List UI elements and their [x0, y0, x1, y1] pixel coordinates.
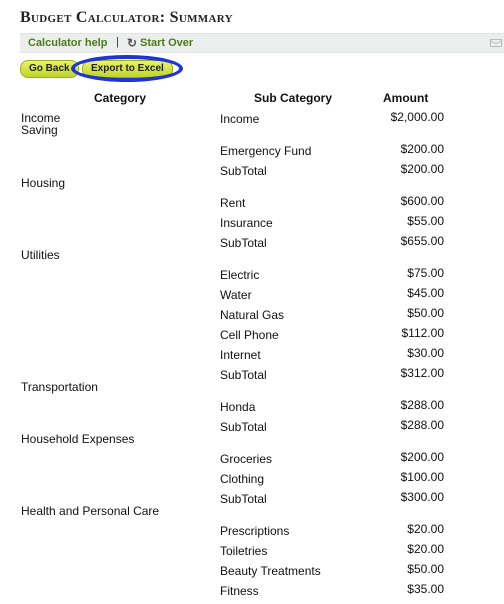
category-label: Health and Personal Care	[21, 504, 160, 518]
subcategory-cell: SubTotal	[220, 236, 267, 250]
toolbar-separator: |	[116, 36, 119, 48]
amount-column-header: Amount	[383, 91, 429, 105]
subcategory-cell: Internet	[220, 348, 261, 362]
category-label: Utilities	[21, 248, 60, 262]
subcategory-cell: SubTotal	[220, 164, 267, 178]
category-label: Transportation	[21, 380, 98, 394]
category-column-header: Category	[94, 91, 147, 105]
refresh-icon: ↻	[127, 36, 138, 50]
subcategory-cell: Insurance	[220, 216, 273, 230]
subcategory-cell: Groceries	[220, 452, 273, 466]
amount-cell: $20.00	[407, 522, 444, 536]
amount-cell: $50.00	[407, 562, 444, 576]
subcategory-column-header: Sub Category	[254, 91, 333, 105]
category-label: Income	[21, 111, 61, 125]
subcategory-cell: Honda	[220, 400, 256, 414]
page-title-separator: :	[159, 9, 170, 26]
subcategory-cell: Emergency Fund	[220, 144, 312, 158]
amount-cell: $600.00	[400, 194, 444, 208]
amount-cell: $200.00	[400, 162, 444, 176]
amount-cell: $312.00	[400, 366, 444, 380]
go-back-button[interactable]: Go Back	[20, 60, 79, 78]
amount-cell: $112.00	[401, 326, 444, 340]
email-icon[interactable]	[490, 39, 502, 47]
subcategory-cell: SubTotal	[220, 492, 267, 506]
category-label: Housing	[21, 176, 66, 190]
toolbar	[20, 33, 504, 53]
amount-cell: $35.00	[407, 582, 444, 596]
start-over-link[interactable]: Start Over	[140, 37, 194, 49]
calculator-help-link[interactable]: Calculator help	[28, 37, 108, 49]
amount-cell: $300.00	[400, 490, 444, 504]
amount-cell: $2,000.00	[390, 110, 444, 124]
page-title-sub: Summary	[169, 9, 233, 26]
amount-cell: $200.00	[400, 450, 444, 464]
subcategory-cell: Toiletries	[220, 544, 268, 558]
subcategory-cell: Beauty Treatments	[220, 564, 321, 578]
amount-cell: $30.00	[407, 346, 444, 360]
category-label: Household Expenses	[21, 432, 135, 446]
amount-cell: $288.00	[400, 398, 444, 412]
subcategory-cell: Prescriptions	[220, 524, 290, 538]
category-label: Saving	[21, 123, 58, 137]
subcategory-cell: Clothing	[220, 472, 265, 486]
subcategory-cell: SubTotal	[220, 420, 267, 434]
amount-cell: $200.00	[400, 142, 444, 156]
subcategory-cell: Natural Gas	[220, 308, 285, 322]
subcategory-cell: Water	[220, 288, 252, 302]
subcategory-cell: Electric	[220, 268, 260, 282]
subcategory-cell: Rent	[220, 196, 246, 210]
amount-cell: $100.00	[400, 470, 444, 484]
subcategory-cell: Income	[220, 112, 260, 126]
amount-cell: $55.00	[407, 214, 444, 228]
page-title	[20, 9, 233, 27]
subcategory-cell: SubTotal	[220, 368, 267, 382]
subcategory-cell: Fitness	[220, 584, 259, 598]
amount-cell: $50.00	[407, 306, 444, 320]
page-title-main: Budget Calculator	[20, 9, 160, 26]
export-to-excel-button[interactable]: Export to Excel	[82, 60, 173, 78]
amount-cell: $655.00	[400, 234, 444, 248]
amount-cell: $75.00	[407, 266, 444, 280]
amount-cell: $20.00	[407, 542, 444, 556]
subcategory-cell: Cell Phone	[220, 328, 279, 342]
amount-cell: $45.00	[407, 286, 444, 300]
amount-cell: $288.00	[400, 418, 444, 432]
